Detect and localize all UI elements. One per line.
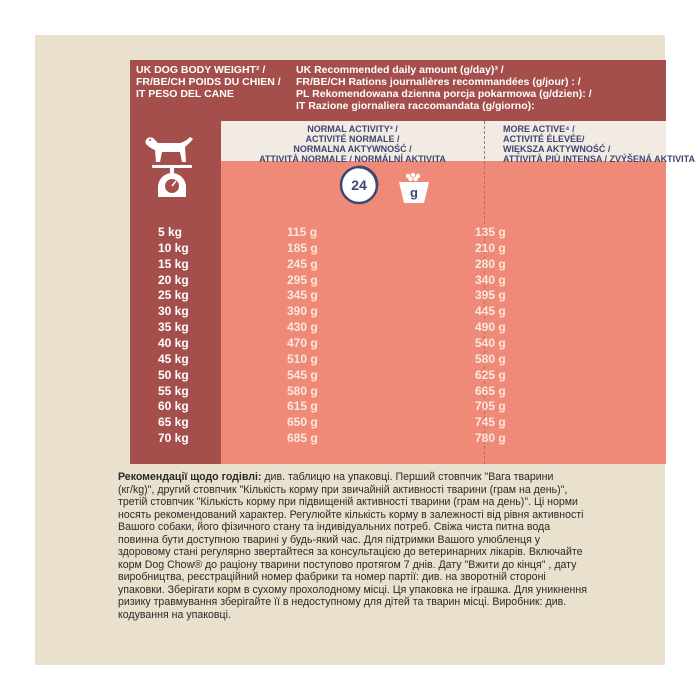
recommendations-body: див. таблицю на упаковці. Перший стовпчик "Вага тварини (кг/kg)", другий стовпчик "Кількість корму при звичайній активності тварини (грам на день)", третій стовпчик "Кількість корму при підвищеній активності тварини (грам на день)". Ці норми носять рекомендований характер. Регулюйте кількість корму в залежності від рівня активності Вашого собаки, його фізичного стану та індивідуальних потреб. Свіжа чиста питна вода повинна бути доступною тварині у будь-який час. Для підтримки Вашого улюбленця у здоровому стані регулярно звертайтеся за консультацією до ветеринарних лікарів. Включайте корм Dog Chow® до раціону тварини поступово протягом 7 днів. Дату "Вжити до кінця" , дату виробництва, реєстраційний номер фабрики та номер партії: див. на зворотній стороні упаковки. Зберігати корм в сухому прохолодному місці. Ця упаковка не іграшка. Для уникнення ризику травмування зберігайте її в недоступному для дітей та тварин місці. Виробник: див. кодування на упаковці. — [118, 471, 587, 621]
header-amount-uk: UK Recommended daily amount (g/day)³ / — [296, 64, 504, 76]
normal-amount-cell: 345 g — [287, 288, 318, 303]
weight-cell: 40 kg — [158, 335, 189, 350]
normal-activity-pl: NORMALNA AKTYWNOŚĆ / — [293, 144, 412, 154]
normal-amount-cell: 615 g — [287, 399, 318, 414]
active-amount-cell: 210 g — [475, 240, 506, 255]
more-active-fr: ACTIVITÉ ÉLEVÉE/ — [503, 134, 585, 144]
normal-amount-cell: 115 g — [287, 225, 318, 239]
more-active-en: MORE ACTIVE⁴ / — [503, 124, 575, 134]
weight-cell: 55 kg — [158, 383, 189, 398]
weight-cell: 30 kg — [158, 304, 189, 319]
weight-cell: 60 kg — [158, 399, 189, 414]
active-amount-cell: 665 g — [475, 383, 506, 398]
normal-amount-cell: 545 g — [287, 367, 318, 382]
weight-cell: 50 kg — [158, 367, 189, 382]
weight-cell: 10 kg — [158, 240, 189, 255]
active-amount-cell: 705 g — [475, 399, 506, 414]
weight-cell: 35 kg — [158, 320, 189, 335]
normal-activity-it: ATTIVITÀ NORMALE / NORMÁLNÍ AKTIVITA — [259, 154, 446, 164]
bowl-label: g — [410, 185, 418, 200]
active-amount-cell: 580 g — [475, 351, 506, 366]
weight-cell: 45 kg — [158, 351, 189, 366]
active-amount-cell: 280 g — [475, 256, 506, 271]
clock-label: 24 — [351, 177, 367, 193]
header-weight-uk: UK DOG BODY WEIGHT² / — [136, 64, 266, 76]
more-active-it: ATTIVITÀ PIÙ INTENSA / ZVÝŠENÁ AKTIVITA — [503, 154, 696, 164]
normal-amount-cell: 510 g — [287, 351, 318, 366]
normal-amount-cell: 650 g — [287, 415, 318, 430]
normal-amount-cell: 580 g — [287, 383, 318, 398]
normal-amount-cell: 185 g — [287, 240, 318, 255]
normal-amount-cell: 245 g — [287, 256, 318, 271]
header-amount-pl: PL Rekomendowana dzienna porcja pokarmowa (g/dzien): / — [296, 88, 592, 100]
active-amount-cell: 490 g — [475, 320, 506, 335]
feeding-recommendations-text — [118, 471, 588, 621]
normal-amount-cell: 390 g — [287, 304, 318, 319]
normal-amount-cell: 430 g — [287, 320, 318, 335]
clock-24h-icon — [338, 164, 380, 206]
normal-activity-en: NORMAL ACTIVITY³ / — [307, 124, 398, 134]
header-weight-fr: FR/BE/CH POIDS DU CHIEN / — [136, 76, 281, 88]
weight-cell: 65 kg — [158, 415, 189, 430]
active-amount-cell: 445 g — [475, 304, 506, 319]
header-amount-fr: FR/BE/CH Rations journalières recommandées (g/jour) : / — [296, 76, 581, 88]
active-amount-cell: 340 g — [475, 272, 506, 287]
header-weight-it: IT PESO DEL CANE — [136, 88, 234, 100]
weight-cell: 70 kg — [158, 431, 189, 446]
food-bowl-icon — [396, 171, 432, 207]
weight-cell: 20 kg — [158, 272, 189, 287]
weight-cell: 25 kg — [158, 288, 189, 303]
active-amount-cell: 745 g — [475, 415, 506, 430]
active-amount-cell: 135 g — [475, 225, 506, 239]
weight-cell: 5 kg — [158, 225, 183, 239]
active-amount-cell: 625 g — [475, 367, 506, 382]
feeding-table — [130, 60, 696, 464]
dog-icon — [140, 130, 198, 164]
active-amount-cell: 780 g — [475, 431, 506, 446]
weight-cell: 15 kg — [158, 256, 189, 271]
normal-activity-fr: ACTIVITÉ NORMALE / — [305, 134, 400, 144]
table-header — [130, 60, 666, 121]
header-amount-it: IT Razione giornaliera raccomandata (g/giorno): — [296, 100, 535, 112]
active-amount-cell: 395 g — [475, 288, 506, 303]
scale-icon — [150, 163, 194, 203]
normal-amount-cell: 295 g — [287, 272, 318, 287]
more-active-pl: WIĘKSZA AKTYWNOŚĆ / — [503, 144, 611, 154]
recommendations-heading: Рекомендації щодо годівлі: — [118, 471, 262, 483]
normal-amount-cell: 685 g — [287, 431, 318, 446]
normal-amount-cell: 470 g — [287, 335, 318, 350]
active-amount-cell: 540 g — [475, 335, 506, 350]
